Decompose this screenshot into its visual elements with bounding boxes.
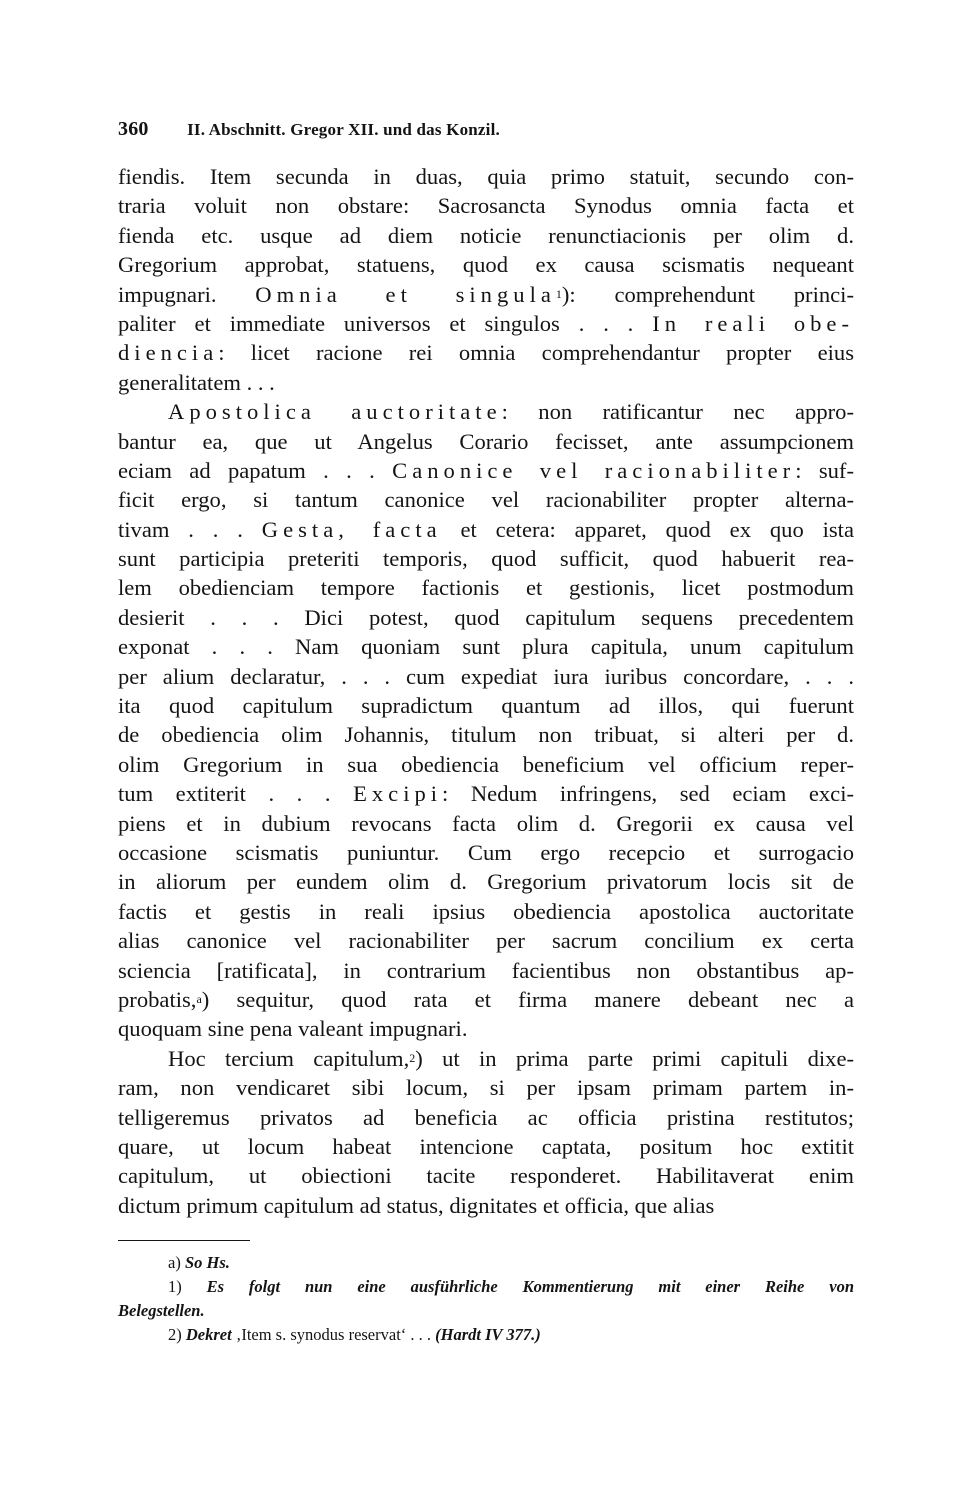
text-line: piens et in dubium revocans facta olim d. Gregorii ex causa vel [118, 810, 854, 836]
footnote-1-continuation [118, 1299, 854, 1323]
text-line: Gregorium approbat, statuens, quod ex causa scismatis nequeant [118, 252, 854, 278]
text-run: : non ratificantur nec appro- [501, 399, 854, 425]
text-line: sciencia [ratificata], in contrarium facientibus non obstantibus ap- [118, 957, 854, 983]
text-run: tum extiterit . . . [118, 781, 354, 807]
text-line: de obediencia olim Johannis, titulum non tribuat, si alteri per d. [118, 722, 854, 748]
text-line: telligeremus privatos ad beneficia ac officia pristina restitutos; [118, 1104, 854, 1130]
text-line: alias canonice vel racionabiliter per sacrum concilium ex certa [118, 928, 854, 954]
running-title: II. Abschnitt. Gregor XII. und das Konzil. [187, 120, 500, 139]
text-line: occasione scismatis puniuntur. Cum ergo recepcio et surrogacio [118, 839, 854, 865]
footnote-mark: 2) [168, 1325, 182, 1344]
text-line: quare, ut locum habeat intencione captata, positum hoc extitit [118, 1133, 854, 1159]
spaced-lemma: Omnia et singula [255, 281, 556, 307]
text-line [118, 456, 854, 485]
text-line [118, 779, 854, 808]
text-line [118, 397, 854, 426]
text-line: desierit . . . Dici potest, quod capitulum sequens precedentem [118, 604, 854, 630]
text-line: ficit ergo, si tantum canonice vel racionabiliter propter alterna- [118, 487, 854, 513]
text-line: olim Gregorium in sua obediencia beneficium vel officium reper- [118, 751, 854, 777]
text-run: ) sequitur, quod rata et firma manere debeant nec a [201, 986, 854, 1012]
text-run: : Nedum infringens, sed eciam exci- [442, 781, 854, 807]
footnote-mark: 1) [168, 1277, 182, 1296]
text-line: per alium declaratur, . . . cum expediat iura iuribus concordare, . . . [118, 663, 854, 689]
footnote-2 [118, 1323, 854, 1347]
text-line: fiendis. Item secunda in duas, quia primo statuit, secundo con- [118, 164, 854, 189]
text-line: quoquam sine pena valeant impugnari. [118, 1016, 468, 1042]
text-run: Hoc tercium capitulum, [168, 1045, 410, 1071]
page-number: 360 [118, 118, 149, 140]
footnote-reference-mark: 2 [409, 1050, 416, 1065]
footnote-mark: a) [168, 1253, 181, 1272]
footnotes [118, 1251, 854, 1347]
text-run: et cetera: apparet, quod ex quo ista [441, 516, 854, 542]
text-run: : licet racione rei omnia comprehendantur propter eius [218, 340, 854, 366]
footnote-1 [118, 1275, 854, 1299]
text-line [118, 985, 854, 1014]
text-line: ita quod capitulum supradictum quantum ad illos, qui fuerunt [118, 693, 854, 719]
footnote-text: So Hs. [184, 1253, 230, 1272]
spaced-lemma: Gesta, facta [261, 516, 442, 542]
text-run: ): comprehendunt princi- [561, 281, 854, 307]
text-run: probatis, [118, 986, 197, 1012]
text-run: paliter et immediate universos et singulos . . . [118, 310, 653, 336]
spaced-lemma: In reali obe- [652, 310, 854, 336]
paragraph-3 [118, 1044, 854, 1220]
spaced-lemma: Excipi [353, 781, 443, 807]
text-line: sunt participia preteriti temporis, quod sufficit, quod habuerit rea- [118, 546, 854, 572]
spaced-lemma: Apostolica auctoritate [168, 399, 502, 425]
text-line: factis et gestis in reali ipsius obediencia apostolica auctoritate [118, 898, 854, 924]
text-run: : suf- [795, 457, 854, 483]
text-line: dictum primum capitulum ad status, dignitates et officia, que alias [118, 1192, 715, 1218]
text-line: generalitatem . . . [118, 369, 275, 395]
text-line: traria voluit non obstare: Sacrosancta Synodus omnia facta et [118, 193, 854, 219]
footnote-reference-mark: 1 [555, 286, 562, 301]
text-line: bantur ea, que ut Angelus Corario fecisset, ante assumpcionem [118, 428, 854, 454]
footnote-text: Dekret [185, 1325, 232, 1344]
text-line [118, 515, 854, 544]
text-line: exponat . . . Nam quoniam sunt plura capitula, unum capitulum [118, 634, 854, 660]
footnote-reference: (Hardt IV 377.) [435, 1325, 541, 1344]
text-line [118, 309, 854, 338]
body-text [118, 162, 854, 1220]
text-line: ram, non vendicaret sibi locum, si per ipsam primam partem in- [118, 1075, 854, 1101]
footnote-divider [118, 1240, 250, 1241]
spaced-lemma: Canonice vel racionabiliter [392, 457, 796, 483]
text-line [118, 338, 854, 367]
paragraph-1 [118, 162, 854, 397]
text-run: ) ut in prima parte primi capituli dixe- [415, 1045, 854, 1071]
footnote-text: Es folgt nun eine ausführliche Kommentierung mit einer Reihe von [206, 1277, 854, 1296]
text-run: tivam . . . [118, 516, 262, 542]
text-run: impugnari. [118, 281, 256, 307]
paragraph-2 [118, 397, 854, 1044]
text-line: lem obedienciam tempore factionis et gestionis, licet postmodum [118, 575, 854, 601]
text-run: eciam ad papatum . . . [118, 457, 393, 483]
footnote-a [118, 1251, 854, 1275]
footnote-text: Belegstellen. [118, 1301, 205, 1320]
text-line [118, 1044, 854, 1073]
text-line: in aliorum per eundem olim d. Gregorium privatorum locis sit de [118, 869, 854, 895]
spaced-lemma: diencia [118, 340, 219, 366]
running-head [118, 118, 854, 141]
text-line: fienda etc. usque ad diem noticie renunctiacionis per olim d. [118, 222, 854, 248]
text-line: capitulum, ut obiectioni tacite responderet. Habilitaverat enim [118, 1163, 854, 1189]
footnote-quote: ‚Item s. synodus reservat‘ . . . [235, 1325, 432, 1344]
footnote-reference-mark: a [196, 991, 202, 1006]
text-line [118, 280, 854, 309]
